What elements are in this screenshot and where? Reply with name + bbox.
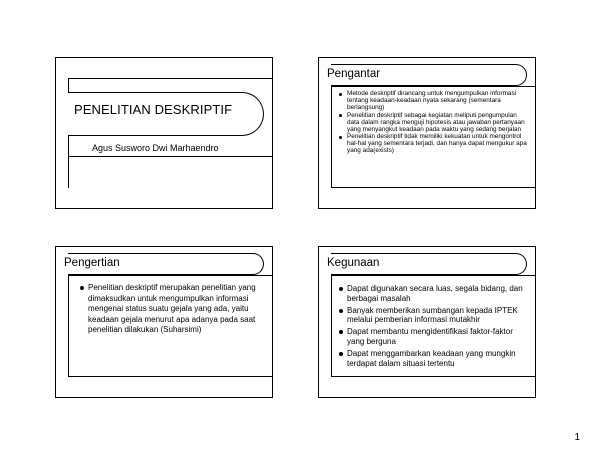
slide-bottom-rule bbox=[68, 156, 272, 157]
page-number: 1 bbox=[574, 432, 580, 443]
bullet-item: Metode deskriptif dirancang untuk mengumpulkan informasi tentang keadaan-keadaan nyata sekarang (sementara berlangsung) bbox=[339, 91, 529, 112]
bullet-item: Penelitian deskriptif tidak memiliki kekuatan untuk mengontrol hal-hal yang sementara terjadi, dan hanya dapat mengukur apa yang ada(exists) bbox=[339, 134, 529, 155]
bullet-item: Penelitian deskriptif sebagai kegiatan meliputi pengumpulan data dalam rangka menguji hipotesis atau jawaban pertanyaan yang menyangkut keadaan pada waktu yang sedang berjalan bbox=[339, 113, 529, 134]
slide-left-rule bbox=[331, 267, 332, 377]
slide-left-rule bbox=[331, 78, 332, 188]
slide-header-rule bbox=[331, 86, 535, 87]
bullet-list bbox=[80, 283, 264, 336]
slide-pengantar bbox=[318, 57, 536, 209]
bullet-list bbox=[339, 91, 529, 156]
slide-heading: Kegunaan bbox=[327, 257, 380, 269]
slide-footer-rule bbox=[331, 187, 535, 188]
presentation-title: PENELITIAN DESKRIPTIF bbox=[74, 102, 233, 117]
slide-top-rule bbox=[68, 78, 272, 79]
bullet-item: Penelitian deskriptif merupakan penelitian yang dimaksudkan untuk mengumpulkan informasi mengenai status suatu gejala yang ada, yaitu keadaan gejala menurut apa adanya pada saat penelitian dilakukan (Suharsimi) bbox=[80, 283, 264, 336]
slide-footer-rule bbox=[331, 376, 535, 377]
bullet-item: Dapat menggambarkan keadaan yang mungkin terdapat dalam situasi tertentu bbox=[339, 349, 529, 369]
bullet-item: Dapat digunakan secara luas, segala bidang, dan berbagai masalah bbox=[339, 284, 529, 304]
slide-header-rule bbox=[68, 275, 272, 276]
author-name: Agus Susworo Dwi Marhaendro bbox=[92, 143, 219, 153]
bullet-item: Banyak memberikan sumbangan kepada IPTEK melalui pemberian informasi mutakhir bbox=[339, 306, 529, 326]
slide-left-rule bbox=[68, 267, 69, 377]
bullet-list bbox=[339, 284, 529, 370]
slide-title bbox=[55, 57, 273, 209]
slide-header-rule bbox=[331, 275, 535, 276]
bullet-item: Dapat membantu mengidentifikasi faktor-faktor yang berguna bbox=[339, 327, 529, 347]
slide-heading: Pengertian bbox=[64, 257, 120, 269]
slide-kegunaan bbox=[318, 246, 536, 398]
slide-pengertian bbox=[55, 246, 273, 398]
slide-footer-rule bbox=[68, 376, 272, 377]
slide-heading: Pengantar bbox=[327, 68, 381, 80]
